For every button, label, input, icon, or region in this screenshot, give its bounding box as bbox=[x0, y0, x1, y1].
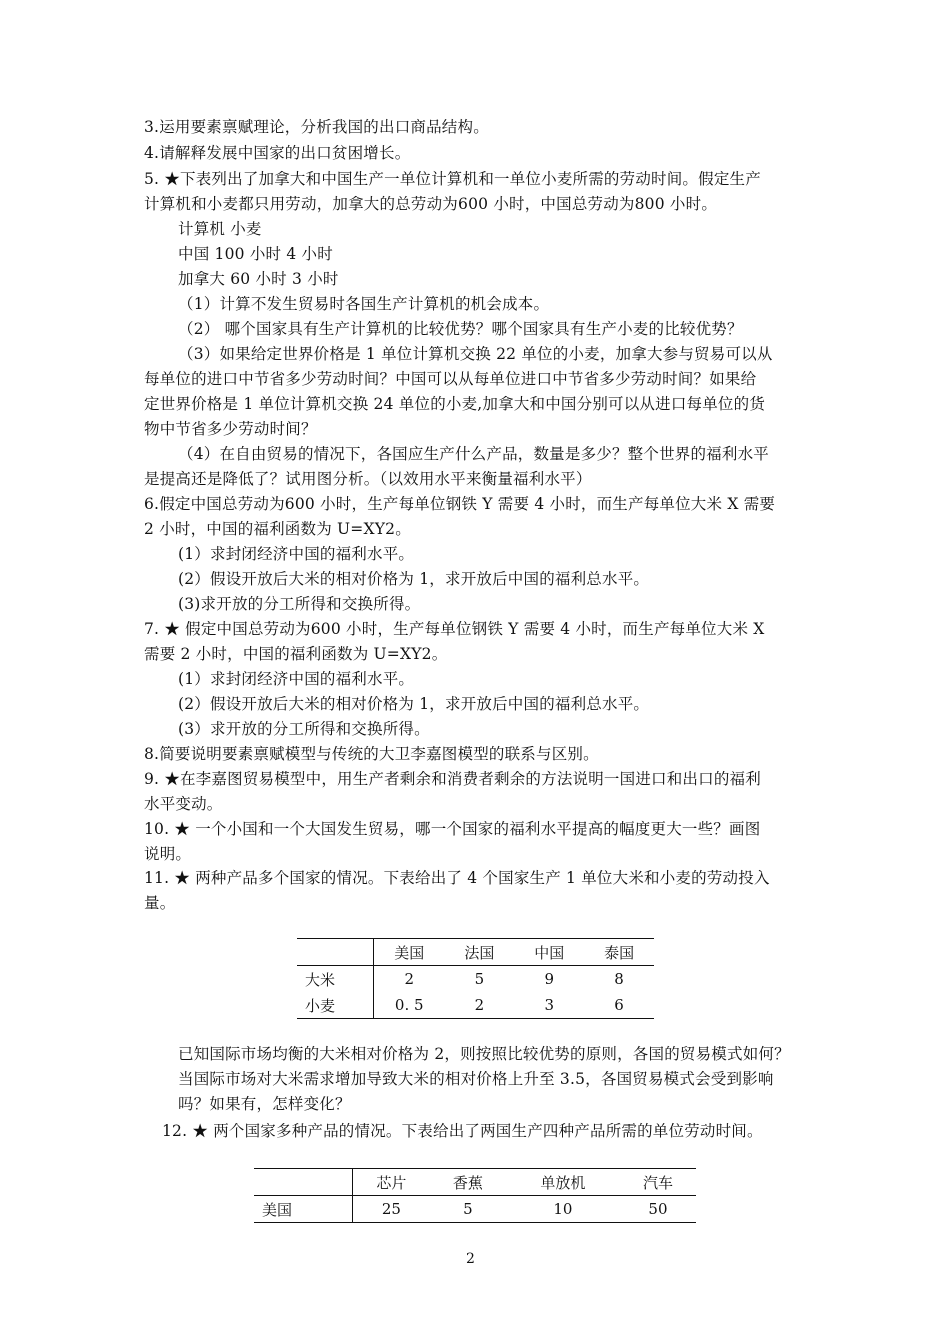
q5-table-row-china: 中国 100 小时 4 小时 bbox=[178, 245, 333, 263]
table-row bbox=[297, 966, 654, 993]
four-products-labor-table bbox=[254, 1168, 696, 1223]
rice-wheat-labor-table bbox=[297, 938, 654, 1019]
table-cell: 9 bbox=[544, 970, 554, 988]
table-row bbox=[254, 1196, 696, 1223]
text-line: 计算机和小麦都只用劳动，加拿大的总劳动为600 小时，中国总劳动为800 小时。 bbox=[144, 195, 718, 213]
table-header-cell: 中国 bbox=[514, 939, 584, 966]
q7-part-2: (2）假设开放后大米的相对价格为 1，求开放后中国的福利总水平。 bbox=[178, 695, 650, 713]
question-8: 8.简要说明要素禀赋模型与传统的大卫李嘉图模型的联系与区别。 bbox=[144, 745, 599, 763]
q7-part-3: (3）求开放的分工所得和交换所得。 bbox=[178, 720, 430, 738]
q5-part-1: （1）计算不发生贸易时各国生产计算机的机会成本。 bbox=[178, 295, 550, 313]
question-9: 9. ★在李嘉图贸易模型中，用生产者剩余和消费者剩余的方法说明一国进口和出口的福利 bbox=[144, 770, 761, 788]
table-cell: 2 bbox=[404, 970, 415, 988]
text-line: 每单位的进口中节省多少劳动时间？中国可以从每单位进口中节省多少劳动时间？如果给 bbox=[144, 370, 757, 388]
table-header-cell: 法国 bbox=[444, 939, 514, 966]
table-cell: 2 bbox=[474, 996, 485, 1014]
q6-part-2: (2）假设开放后大米的相对价格为 1，求开放后中国的福利总水平。 bbox=[178, 570, 650, 588]
table-cell: 5 bbox=[474, 970, 485, 988]
text-line: 当国际市场对大米需求增加导致大米的相对价格上升至 3.5，各国贸易模式会受到影响 bbox=[178, 1070, 774, 1088]
question-5: 5. ★下表列出了加拿大和中国生产一单位计算机和一单位小麦所需的劳动时间。假定生产 bbox=[144, 170, 761, 188]
table-header-cell: 芯片 bbox=[353, 1169, 430, 1196]
q11-part-1: 已知国际市场均衡的大米相对价格为 2，则按照比较优势的原则，各国的贸易模式如何？ bbox=[178, 1045, 790, 1063]
table-header-cell: 香蕉 bbox=[430, 1169, 506, 1196]
text-line: 是提高还是降低了？试用图分析。（以效用水平来衡量福利水平） bbox=[144, 470, 592, 488]
table-header-cell: 泰国 bbox=[584, 939, 654, 966]
question-4: 4.请解释发展中国家的出口贫困增长。 bbox=[144, 144, 411, 162]
q5-table-header: 计算机 小麦 bbox=[178, 220, 262, 238]
q6-part-1: (1）求封闭经济中国的福利水平。 bbox=[178, 545, 415, 563]
question-10: 10. ★ 一个小国和一个大国发生贸易，哪一个国家的福利水平提高的幅度更大一些？画图 bbox=[144, 820, 761, 838]
table-header-cell: 汽车 bbox=[620, 1169, 696, 1196]
table-row-header: 小麦 bbox=[297, 992, 374, 1019]
question-6: 6.假定中国总劳动为600 小时，生产每单位钢铁 Y 需要 4 小时，而生产每单位大米 X 需要 bbox=[144, 495, 776, 513]
text-line: 吗？如果有，怎样变化？ bbox=[178, 1095, 351, 1113]
question-3: 3.运用要素禀赋理论，分析我国的出口商品结构。 bbox=[144, 118, 489, 136]
q5-part-3: （3）如果给定世界价格是 1 单位计算机交换 22 单位的小麦，加拿大参与贸易可以从 bbox=[178, 345, 773, 363]
table-cell: 0. 5 bbox=[394, 996, 424, 1014]
page-number: 2 bbox=[466, 1251, 475, 1267]
table-row-header: 大米 bbox=[297, 966, 374, 993]
table-row-header: 美国 bbox=[254, 1196, 353, 1223]
text-line: 需要 2 小时，中国的福利函数为 U=XY2。 bbox=[144, 645, 448, 663]
table-cell: 5 bbox=[463, 1200, 473, 1218]
table-cell: 3 bbox=[544, 996, 554, 1014]
table-cell: 25 bbox=[381, 1200, 401, 1218]
text-line: 水平变动。 bbox=[144, 795, 223, 813]
text-line: 说明。 bbox=[144, 845, 192, 863]
q5-part-4: （4）在自由贸易的情况下，各国应生产什么产品，数量是多少？整个世界的福利水平 bbox=[178, 445, 769, 463]
q6-part-3: (3)求开放的分工所得和交换所得。 bbox=[178, 595, 421, 613]
table-row bbox=[297, 992, 654, 1019]
q5-part-2: （2） 哪个国家具有生产计算机的比较优势？哪个国家具有生产小麦的比较优势？ bbox=[178, 320, 743, 338]
q5-table-row-canada: 加拿大 60 小时 3 小时 bbox=[178, 270, 339, 288]
text-line: 2 小时，中国的福利函数为 U=XY2。 bbox=[144, 520, 411, 538]
text-line: 物中节省多少劳动时间？ bbox=[144, 420, 317, 438]
table-corner-cell bbox=[254, 1169, 353, 1196]
table-header-cell: 美国 bbox=[374, 939, 445, 966]
table-header-row bbox=[254, 1169, 696, 1196]
question-7: 7. ★ 假定中国总劳动为600 小时，生产每单位钢铁 Y 需要 4 小时，而生产每单位大米 X bbox=[144, 620, 765, 638]
question-11: 11. ★ 两种产品多个国家的情况。下表给出了 4 个国家生产 1 单位大米和小麦的劳动投入 bbox=[144, 869, 770, 887]
table-corner-cell bbox=[297, 939, 374, 966]
text-line: 定世界价格是 1 单位计算机交换 24 单位的小麦,加拿大和中国分别可以从进口每单位的货 bbox=[144, 395, 766, 413]
table-cell: 6 bbox=[614, 996, 624, 1014]
table-header-row bbox=[297, 939, 654, 966]
question-12: 12. ★ 两个国家多种产品的情况。下表给出了两国生产四种产品所需的单位劳动时间。 bbox=[162, 1122, 763, 1140]
table-cell: 50 bbox=[648, 1200, 668, 1218]
q7-part-1: (1）求封闭经济中国的福利水平。 bbox=[178, 670, 415, 688]
table-cell: 8 bbox=[614, 970, 624, 988]
text-line: 量。 bbox=[144, 894, 176, 912]
table-header-cell: 单放机 bbox=[506, 1169, 620, 1196]
table-cell: 10 bbox=[553, 1200, 573, 1218]
